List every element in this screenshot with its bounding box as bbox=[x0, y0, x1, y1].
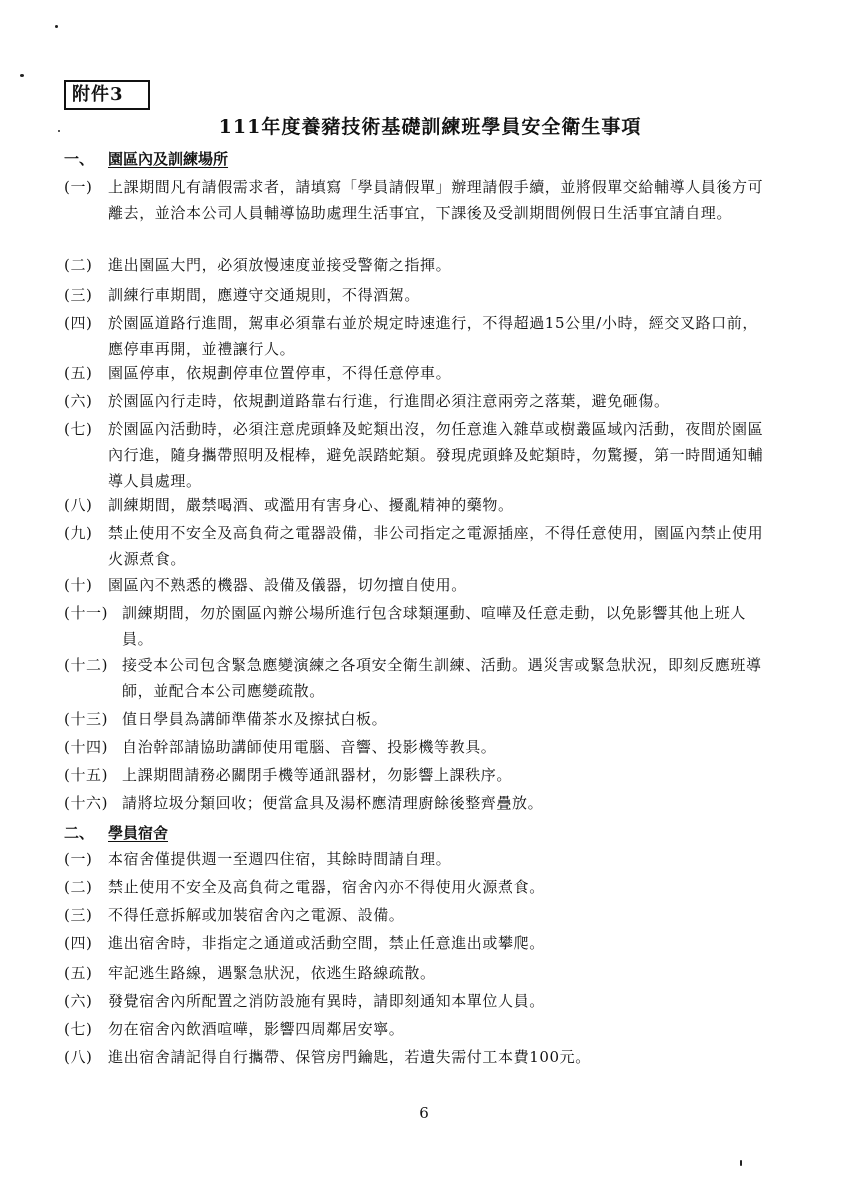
item-text: 園區停車，依規劃停車位置停車，不得任意停車。 bbox=[108, 364, 452, 382]
list-item bbox=[64, 874, 764, 900]
attachment-label: 附件3 bbox=[64, 80, 150, 110]
item-text: 於園區內行走時，依規劃道路靠右行進，行進間必須注意兩旁之落葉，避免砸傷。 bbox=[108, 392, 670, 410]
section-heading bbox=[64, 822, 168, 844]
item-number: (七) bbox=[64, 420, 93, 438]
item-number: (十六) bbox=[64, 794, 109, 812]
page-number: 6 bbox=[419, 1104, 429, 1122]
item-number: (十三) bbox=[64, 710, 109, 728]
item-text: 進出宿舍請記得自行攜帶、保管房門鑰匙，若遺失需付工本費100元。 bbox=[108, 1048, 591, 1066]
list-item bbox=[64, 310, 764, 362]
list-item bbox=[64, 652, 764, 704]
list-item bbox=[64, 1016, 764, 1042]
list-item bbox=[64, 960, 764, 986]
item-number: (一) bbox=[64, 178, 93, 196]
list-item bbox=[64, 734, 764, 760]
item-number: (六) bbox=[64, 992, 93, 1010]
item-text: 禁止使用不安全及高負荷之電器設備，非公司指定之電源插座，不得任意使用，園區內禁止使用火源煮食。 bbox=[108, 524, 764, 568]
scan-speck bbox=[740, 1160, 742, 1166]
item-text: 接受本公司包含緊急應變演練之各項安全衛生訓練、活動。遇災害或緊急狀況，即刻反應班導師，並配合本公司應變疏散。 bbox=[122, 656, 762, 700]
document-title: 111年度養豬技術基礎訓練班學員安全衛生事項 bbox=[218, 116, 642, 138]
item-text: 園區內不熟悉的機器、設備及儀器，切勿擅自使用。 bbox=[108, 576, 467, 594]
list-item bbox=[64, 282, 764, 308]
list-item bbox=[64, 930, 764, 956]
item-number: (十五) bbox=[64, 766, 109, 784]
item-text: 發覺宿舍內所配置之消防設施有異時，請即刻通知本單位人員。 bbox=[108, 992, 545, 1010]
item-text: 自治幹部請協助講師使用電腦、音響、投影機等教具。 bbox=[122, 738, 497, 756]
list-item bbox=[64, 762, 764, 788]
item-text: 上課期間凡有請假需求者，請填寫「學員請假單」辦理請假手續，並將假單交給輔導人員後方可離去，並洽本公司人員輔導協助處理生活事宜，下課後及受訓期間例假日生活事宜請自理。 bbox=[108, 178, 764, 222]
scan-speck bbox=[55, 25, 58, 28]
item-text: 本宿舍僅提供週一至週四住宿，其餘時間請自理。 bbox=[108, 850, 452, 868]
item-text: 訓練期間，嚴禁喝酒、或濫用有害身心、擾亂精神的藥物。 bbox=[108, 496, 514, 514]
item-number: (六) bbox=[64, 392, 93, 410]
item-text: 牢記逃生路線，遇緊急狀況，依逃生路線疏散。 bbox=[108, 964, 436, 982]
item-text: 值日學員為講師準備茶水及擦拭白板。 bbox=[122, 710, 388, 728]
item-number: (五) bbox=[64, 364, 93, 382]
item-number: (四) bbox=[64, 934, 93, 952]
item-text: 上課期間請務必關閉手機等通訊器材，勿影響上課秩序。 bbox=[122, 766, 513, 784]
item-number: (五) bbox=[64, 964, 93, 982]
item-text: 進出園區大門，必須放慢速度並接受警衛之指揮。 bbox=[108, 256, 452, 274]
list-item bbox=[64, 1044, 764, 1070]
section-heading bbox=[64, 148, 228, 170]
list-item bbox=[64, 252, 764, 278]
item-number: (二) bbox=[64, 256, 93, 274]
item-number: (三) bbox=[64, 906, 93, 924]
item-number: (十一) bbox=[64, 604, 109, 622]
scan-speck bbox=[20, 74, 24, 77]
list-item bbox=[64, 988, 764, 1014]
list-item bbox=[64, 706, 764, 732]
item-text: 請將垃圾分類回收；便當盒具及湯杯應清理廚餘後整齊疊放。 bbox=[122, 794, 544, 812]
list-item bbox=[64, 790, 764, 816]
item-text: 於園區內活動時，必須注意虎頭蜂及蛇類出沒，勿任意進入雜草或樹叢區域內活動，夜間於園區內行進，隨身攜帶照明及棍棒，避免誤踏蛇類。發現虎頭蜂及蛇類時，勿驚擾，第一時間通知輔導人員處理。 bbox=[108, 420, 764, 490]
section-number: 二、 bbox=[64, 824, 95, 842]
item-text: 訓練行車期間，應遵守交通規則，不得酒駕。 bbox=[108, 286, 421, 304]
list-item bbox=[64, 520, 764, 572]
section-title: 園區內及訓練場所 bbox=[108, 150, 229, 168]
scan-speck bbox=[58, 130, 60, 132]
list-item bbox=[64, 388, 764, 414]
list-item bbox=[64, 360, 764, 386]
item-number: (七) bbox=[64, 1020, 93, 1038]
item-number: (八) bbox=[64, 496, 93, 514]
item-text: 進出宿舍時，非指定之通道或活動空間，禁止任意進出或攀爬。 bbox=[108, 934, 545, 952]
item-text: 禁止使用不安全及高負荷之電器，宿舍內亦不得使用火源煮食。 bbox=[108, 878, 545, 896]
section-title: 學員宿舍 bbox=[108, 824, 169, 842]
list-item bbox=[64, 416, 764, 494]
list-item bbox=[64, 902, 764, 928]
list-item bbox=[64, 174, 764, 226]
item-number: (八) bbox=[64, 1048, 93, 1066]
item-number: (三) bbox=[64, 286, 93, 304]
item-number: (十) bbox=[64, 576, 93, 594]
list-item bbox=[64, 600, 764, 652]
section-number: 一、 bbox=[64, 150, 95, 168]
item-number: (一) bbox=[64, 850, 93, 868]
item-text: 勿在宿舍內飲酒喧嘩，影響四周鄰居安寧。 bbox=[108, 1020, 405, 1038]
item-number: (十四) bbox=[64, 738, 109, 756]
list-item bbox=[64, 846, 764, 872]
list-item bbox=[64, 572, 764, 598]
list-item bbox=[64, 492, 764, 518]
item-text: 不得任意拆解或加裝宿舍內之電源、設備。 bbox=[108, 906, 405, 924]
item-text: 於園區道路行進間，駕車必須靠右並於規定時速進行，不得超過15公里/小時，經交叉路口前，應停車再開，並禮讓行人。 bbox=[108, 314, 758, 358]
item-number: (四) bbox=[64, 314, 93, 332]
item-text: 訓練期間，勿於園區內辦公場所進行包含球類運動、喧嘩及任意走動，以免影響其他上班人員。 bbox=[122, 604, 747, 648]
item-number: (十二) bbox=[64, 656, 109, 674]
item-number: (二) bbox=[64, 878, 93, 896]
item-number: (九) bbox=[64, 524, 93, 542]
